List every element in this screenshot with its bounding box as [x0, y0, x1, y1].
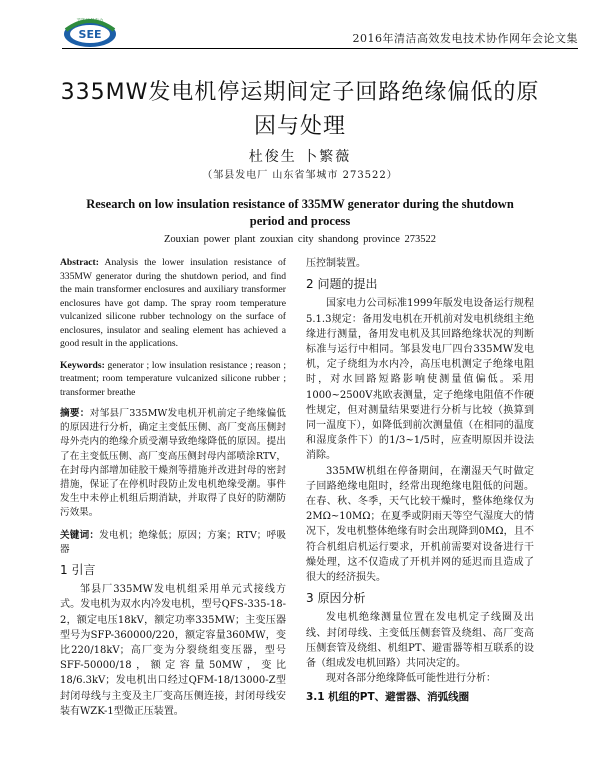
keywords-en-label: Keywords:: [60, 359, 105, 371]
abstract-en: [60, 256, 286, 351]
section-1-heading: 1 引言: [60, 563, 96, 578]
section-2-paragraph-1: 国家电力公司标准1999年版发电设备运行规程5.1.3规定：备用发电机在开机前对发电机绕组主绝缘进行测量，备用发电机及其回路绝缘状况的判断标准与运行中相同。邹县发电厂四台335MW发电机，定子绕组为水内冷，高压电机测定子绝缘电阻时，对水回路短路影响使测量值偏低。采用1000~2500V兆欧表测量，定子绝缘电阻值不作硬性规定，但对测量结果要进行分析与比较（换算到同一温度下），如降低到前次测量值（在相同的温度和湿度条件下）的1/3~1/5时，应查明原因并设法消除。: [306, 298, 534, 462]
abstract-zh: [60, 407, 286, 521]
section-2-heading: 2 问题的提出: [306, 277, 378, 292]
section-3-heading: 3 原因分析: [306, 591, 366, 606]
abstract-en-label: Abstract:: [60, 257, 99, 268]
see-logo-icon: [60, 14, 120, 50]
right-column: [306, 256, 534, 706]
section-3-paragraph-1: 发电机绝缘测量位置在发电机定子线圈及出线、封闭母线、主变低压侧套管及绕组、高厂变高压侧套管及绕组、机组PT、避雷器等相互联系的设备（组成发电机回路）共同决定的。: [306, 612, 534, 670]
keywords-en-text: generator ; low insulation resistance ; reason ; treatment; room temperature vulcanized silicone rubber ; transformer breathe: [60, 359, 286, 398]
keywords-zh-label: 关键词：: [60, 529, 100, 541]
section-3-paragraph-2: 现对各部分绝缘降低可能性进行分析：: [326, 673, 496, 685]
keywords-en: [60, 359, 286, 400]
affiliation-en: Zouxian power plant zouxian city shandong province 273522: [163, 234, 437, 245]
section-1-paragraph: 邹县厂335MW发电机组采用单元式接线方式。发电机为双水内冷发电机，型号QFS-335-18-2，额定电压18kV，额定功率335MW；主变压器型号为SFP-360000/220，额定容量360MW，变比220/18kV；高厂变为分裂绕组变压器，型号SFF-50000/18，额定容量50MW，变比18/6.3kV；发电机出口经过QFM-18/13000-Z型封闭母线与主变及主厂变高压侧连接，封闭母线安装有WZK-1型微正压装置。: [60, 584, 286, 717]
keywords-zh-text: 发电机；绝缘低；原因；方案；RTV；呼吸器: [60, 529, 286, 555]
abstract-zh-label: 摘要：: [60, 408, 90, 419]
logo-text: SEE: [78, 28, 102, 41]
journal-title: 2016年清洁高效发电技术协作网年会论文集: [352, 32, 578, 45]
left-column: [60, 256, 286, 719]
paper-title-en: Research on low insulation resistance of 335MW generator during the shutdown period and process: [86, 197, 514, 228]
authors: 杜俊生 卜繁薇: [248, 149, 352, 165]
section-2-paragraph-2: 335MW机组在停备期间，在潮湿天气时做定子回路绝缘电阻时，经常出现绝缘电阻低的问题。在春、秋、冬季，天气比较干燥时，整体绝缘仅为2MΩ~10MΩ；在夏季或阴雨天等空气湿度大的情况下，发电机整体绝缘有时会出现降到0MΩ，且不符合机组启机运行要求，开机前需要对设备进行干燥处理，这不仅造成了开机并网的延迟而且造成了很大的经济损失。: [306, 465, 534, 584]
continued-text: 压控制装置。: [306, 258, 366, 269]
abstract-zh-text: 对邹县厂335MW发电机开机前定子绝缘偏低的原因进行分析，确定主变低压侧、高厂变高压侧封母外壳内的绝缘介质受潮导致绝缘降低的原因。提出了在主变低压侧、高厂变高压侧封母内部喷涂RTV，在封母内部增加硅胶干燥剂等措施并改进封母的密封措施，保证了在停机时段防止发电机绝缘受潮。事件发生中未停止机组后期消缺，并取得了良好的防潮防污效果。: [60, 408, 286, 519]
header-divider: [62, 48, 578, 49]
abstract-en-text: Analysis the lower insulation resistance of 335MW generator during the shutdown period, and find the main transformer enclosures and auxiliary transformer enclosures have got damp. The spray room temperature vulcanized silicone rubber technology on the surface of enclosures, insulator and sealing element has achieved a good result in the applications.: [60, 257, 286, 349]
subsection-3-1-heading: 3.1 机组的PT、避雷器、消弧线圈: [306, 691, 470, 704]
logo-subtext: 节能环保电力: [76, 19, 104, 24]
journal-logo: [60, 14, 120, 50]
affiliation-zh: （邹县发电厂 山东省邹城市 273522）: [202, 170, 398, 181]
keywords-zh: [60, 529, 286, 557]
paper-title-zh: 335MW发电机停运期间定子回路绝缘偏低的原因与处理: [60, 80, 540, 139]
